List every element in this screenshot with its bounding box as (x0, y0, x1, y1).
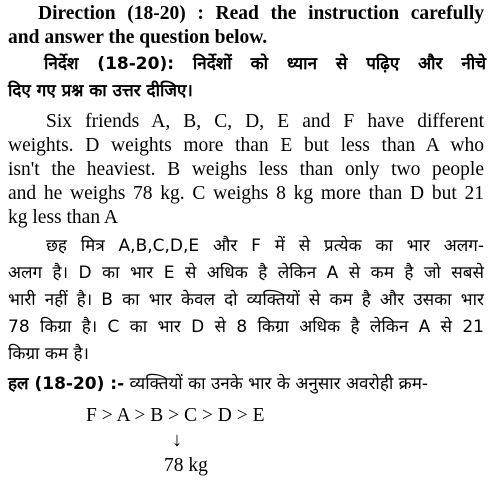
solution-description: व्यक्तियों का उनके भार के अनुसार अवरोही क्रम- (124, 374, 429, 394)
question-english-line5: kg less than A (8, 207, 118, 228)
direction-heading-english-line2: and answer the question below. (8, 27, 268, 48)
question-hindi-line3: भारी नहीं है। B का भार केवल दो व्यक्तियों से कम है और उसका भार (8, 290, 484, 310)
b-weight-value: 78 kg (164, 455, 208, 476)
question-hindi-line4: 78 किग्रा है। C का भार D से 8 किग्रा अधिक है लेकिन A से 21 (8, 317, 484, 337)
question-hindi-line5: किग्रा कम है। (8, 344, 89, 364)
question-english-line4: and he weighs 78 kg. C weighs 8 kg more than D but 21 (8, 183, 484, 204)
direction-heading-hindi-line1: निर्देश (18-20): निर्देशों को ध्यान से पढ़िए और नीचे (44, 54, 486, 74)
weight-order-sequence: F > A > B > C > D > E (86, 405, 265, 426)
question-hindi-line2: अलग है। D का भार E से अधिक है लेकिन A से कम है जो सबसे (8, 263, 484, 283)
direction-heading-english-line1: Direction (18-20) : Read the instruction carefully (38, 3, 484, 24)
down-arrow-icon: ↓ (172, 429, 182, 451)
solution-label: हल (18-20) :- (8, 374, 125, 394)
question-hindi-line1: छह मित्र A,B,C,D,E और F में से प्रत्येक का भार अलग- (46, 236, 484, 256)
question-english-line3: isn't the heaviest. B weighs less than only two people (8, 159, 484, 180)
direction-heading-hindi-line2: दिए गए प्रश्न का उत्तर दीजिए। (8, 81, 193, 101)
solution-line (0, 372, 498, 396)
question-english-line2: weights. D weights more than E but less than A who (8, 135, 484, 156)
question-english-line1: Six friends A, B, C, D, E and F have different (46, 111, 484, 132)
